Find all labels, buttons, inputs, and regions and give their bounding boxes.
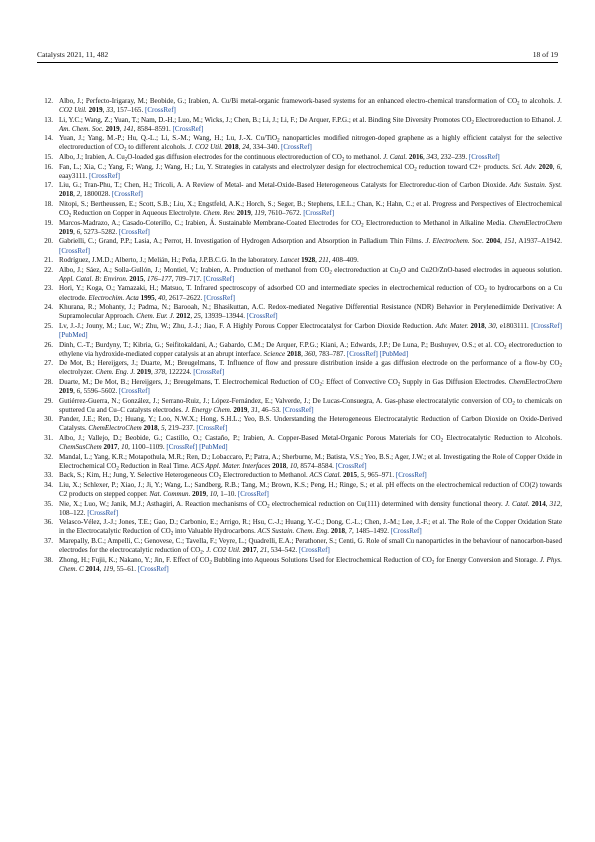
reference-number: 17.	[44, 181, 53, 190]
crossref-link[interactable]: [CrossRef]	[303, 209, 335, 218]
reference-item	[37, 163, 562, 181]
reference-item	[37, 500, 562, 518]
reference-text: Liu, X.; Schlexer, P.; Xiao, J.; Ji, Y.; Wang, L.; Sandberg, R.B.; Tang, M.; Brown, K.S.; Peng, H.; Ringe, S.; et al. pH effects on the electrochemical reduction of CO(2) towards C2 products on stepped copper. Nat. Commun. 2019, 10, 1–10. [CrossRef]	[59, 480, 562, 499]
crossref-link[interactable]: [CrossRef]	[172, 124, 204, 133]
reference-item	[37, 341, 562, 359]
reference-item	[37, 378, 562, 396]
crossref-link[interactable]: [CrossRef]	[531, 321, 562, 330]
reference-number: 15.	[44, 153, 53, 162]
crossref-link[interactable]: [CrossRef]	[280, 143, 312, 152]
reference-number: 32.	[44, 452, 53, 461]
reference-number: 13.	[44, 115, 53, 124]
reference-number: 22.	[44, 265, 53, 274]
crossref-link[interactable]: [CrossRef]	[282, 405, 314, 414]
reference-item	[37, 134, 562, 152]
crossref-link[interactable]: [CrossRef]	[166, 443, 198, 452]
reference-text: Velasco-Vélez, J.-J.; Jones, T.E.; Gao, D.; Carbonio, E.; Arrigo, R.; Hsu, C.-J.; Huang, Y.-C.; Dong, C.-L.; Chen, J.-M.; Lee, J.-F.; et al. The Role of the Copper Oxidation State in the Electrocatalytic Reduction of $CO_2$ into Valuable Hydrocarbons. ACS Sustain. Chem. Eng. 2018, 7, 1485–1492. [CrossRef]	[59, 518, 562, 537]
reference-item	[37, 284, 562, 302]
crossref-link[interactable]: [CrossRef]	[395, 471, 427, 480]
reference-text: Hori, Y.; Koga, O.; Yamazaki, H.; Matsuo, T. Infrared spectroscopy of adsorbed CO and intermediate species in electrochemical reduction of $CO_2$ to hydrocarbons on a Cu electrode. Electrochim. Acta 1995, 40, 2617–2622. [CrossRef]	[59, 284, 562, 302]
reference-item	[37, 322, 562, 340]
reference-item	[37, 453, 562, 471]
reference-number: 28.	[44, 377, 53, 386]
reference-text: Marepally, B.C.; Ampelli, C.; Genovese, C.; Tavella, F.; Veyre, L.; Quadrelli, E.A.; Perathoner, S.; Centi, G. Role of small Cu nanoparticles in the behaviour of nanocarbon-based electrodes for the electrocatalytic reduction of $CO_2$. J. CO2 Util. 2017, 21, 534–542. [CrossRef]	[59, 537, 562, 556]
reference-item	[37, 303, 562, 321]
crossref-link[interactable]: [CrossRef]	[468, 153, 500, 162]
reference-item	[37, 359, 562, 377]
reference-text: Zhong, H.; Fujii, K.; Nakano, Y.; Jin, F. Effect of $CO_2$ Bubbling into Aqueous Solutions Used for Electrochemical Reduction of $CO_2$ for Energy Conversion and Storage. J. Phys. Chem. C 2014, 119, 55–61. [CrossRef]	[59, 555, 562, 573]
pubmed-link[interactable]: [PubMed]	[379, 349, 409, 358]
crossref-link[interactable]: [CrossRef]	[335, 461, 367, 470]
crossref-link[interactable]: [CrossRef]	[237, 490, 269, 499]
reference-number: 33.	[44, 471, 53, 480]
reference-number: 30.	[44, 415, 53, 424]
reference-text: De Mot, B.; Hereijgers, J.; Duarte, M.; Breugelmans, T. Influence of flow and pressure distribution inside a gas diffusion electrode on the performance of a flow-by $CO_2$ electrolyzer. Chem. Eng. J. 2019, 378, 122224. [CrossRef]	[59, 359, 562, 377]
journal-citation: Catalysts 2021, 11, 482	[37, 50, 109, 59]
reference-text: Khurana, R.; Mohanty, J.; Padma, N.; Barooah, N.; Bhasikuttan, A.C. Redox-mediated Negative Differential Resistance (NDR) Behavior in Perylenediimide Derivative: A Supramolecular Approach. Chem. Eur. J. 2012, 25, 13939–13944. [CrossRef]	[59, 303, 562, 321]
crossref-link[interactable]: [CrossRef]	[204, 293, 235, 302]
crossref-link[interactable]: [CrossRef]	[193, 368, 225, 377]
crossref-link[interactable]: [CrossRef]	[246, 312, 278, 321]
reference-text: Rodríguez, J.M.D.; Alberto, J.; Melián, H.; Peña, J.P.B.C.G. In the laboratory. Lancet 1928, 211, 408–409.	[59, 256, 359, 265]
reference-item	[37, 266, 562, 284]
crossref-link[interactable]: [CrossRef]	[137, 564, 169, 573]
reference-number: 26.	[44, 340, 53, 349]
reference-text: Gabrielli, C.; Grand, P.P.; Lasia, A.; Perrot, H. Investigation of Hydrogen Adsorption and Absorption in Palladium Thin Films. J. Electrochem. Soc. 2004, 151, A1937–A1942. [CrossRef]	[59, 237, 562, 255]
reference-item	[37, 537, 562, 555]
reference-number: 29.	[44, 396, 53, 405]
reference-text: Duarte, M.; De Mot, B.; Hereijgers, J.; Breugelmans, T. Electrochemical Reduction of $CO_2$: Effect of Convective $CO_2$ Supply in Gas Diffusion Electrodes. ChemElectroChem 2019, 6, 5596–5602. [CrossRef]	[59, 377, 562, 395]
pubmed-link[interactable]: [PubMed]	[199, 443, 228, 452]
reference-number: 35.	[44, 499, 53, 508]
reference-item	[37, 256, 562, 265]
reference-item	[37, 481, 562, 499]
crossref-link[interactable]: [CrossRef]	[144, 106, 176, 115]
page-header	[37, 50, 558, 63]
crossref-link[interactable]: [CrossRef]	[118, 227, 150, 236]
crossref-link[interactable]: [CrossRef]	[111, 190, 143, 199]
reference-item	[37, 471, 562, 480]
reference-number: 14.	[44, 134, 53, 143]
crossref-link[interactable]: [CrossRef]	[196, 424, 228, 433]
reference-text: Li, Y.C.; Wang, Z.; Yuan, T.; Nam, D.-H.; Luo, M.; Wicks, J.; Chen, B.; Li, J.; Li, F.; De Arquer, F.P.G.; et al. Binding Site Diversity Promotes $CO_2$ Electroreduction to Ethanol. J. Am. Chem. Soc. 2019, 141, 8584–8591. [CrossRef]	[59, 115, 562, 133]
crossref-link[interactable]: [CrossRef]	[59, 246, 90, 255]
reference-number: 21.	[44, 256, 53, 265]
reference-list	[37, 97, 562, 574]
reference-number: 19.	[44, 218, 53, 227]
reference-item	[37, 518, 562, 536]
reference-text: Yuan, J.; Yang, M.-P.; Hu, Q.-L.; Li, S.-M.; Wang, H.; Lu, J.-X. Cu/TiO$_2$ nanoparticles modified nitrogen-doped graphene as a highly efficient catalyst for the selective electroreduction of $CO_2$ to different alcohols. J. CO2 Util. 2018, 24, 334–340. [CrossRef]	[59, 134, 562, 153]
reference-item	[37, 415, 562, 433]
reference-text: Albo, J.; Irabien, A. $Cu_2O$-loaded gas diffusion electrodes for the continuous electroreduction of $CO_2$ to methanol. J. Catal. 2016, 343, 232–239. [CrossRef]	[59, 153, 500, 163]
reference-number: 18.	[44, 200, 53, 209]
reference-text: Albo, J.; Sáez, A.; Solla-Gullón, J.; Montiel, V.; Irabien, A. Production of methanol from $CO_2$ electroreduction at $Cu_2O$ and Cu2O/ZnO-based electrodes in aqueous solution. Appl. Catal. B: Environ. 2015, 176–177, 709–717. [CrossRef]	[59, 265, 562, 283]
reference-text: Mandal, L.; Yang, K.R.; Motapothula, M.R.; Ren, D.; Lobaccaro, P.; Patra, A.; Sherburne, M.; Batista, V.S.; Yeo, B.S.; Ager, J.W.; et al. Investigating the Role of Copper Oxide in Electrochemical $CO_2$ Reduction in Real Time. ACS Appl. Mater. Interfaces 2018, 10, 8574–8584. [CrossRef]	[59, 452, 562, 471]
reference-item	[37, 181, 562, 199]
reference-text: Back, S.; Kim, H.; Jung, Y. Selective Heterogeneous $CO_2$ Electroreduction to Methanol. ACS Catal. 2015, 5, 965–971. [CrossRef]	[59, 471, 427, 481]
reference-number: 20.	[44, 237, 53, 246]
reference-item	[37, 237, 562, 255]
crossref-link[interactable]: [CrossRef]	[87, 508, 119, 517]
crossref-link[interactable]: [CrossRef]	[390, 527, 422, 536]
reference-number: 34.	[44, 480, 53, 489]
reference-number: 31.	[44, 433, 53, 442]
reference-text: Nitopi, S.; Bertheussen, E.; Scott, S.B.; Liu, X.; Engstfeld, A.K.; Horch, S.; Seger, B.; Stephens, I.E.L.; Chan, K.; Hahn, C.; et al. Progress and Perspectives of Electrochemical $CO_2$ Reduction on Copper in Aqueous Electrolyte. Chem. Rev. 2019, 119, 7610–7672. [CrossRef]	[59, 200, 562, 219]
reference-item	[37, 97, 562, 115]
reference-number: 27.	[44, 359, 53, 368]
reference-number: 38.	[44, 555, 53, 564]
reference-text: Pander, J.E.; Ren, D.; Huang, Y.; Loo, N.W.X.; Hong, S.H.L.; Yeo, B.S. Understanding the Heterogeneous Electrocatalytic Reduction of Carbon Dioxide on Oxide-Derived Catalysts. ChemElectroChem 2018, 5, 219–237. [CrossRef]	[59, 415, 562, 433]
reference-item	[37, 434, 562, 452]
reference-number: 37.	[44, 537, 53, 546]
reference-text: Marcos-Madrazo, A.; Casado-Coterillo, C.; Irabien, Á. Sustainable Membrane-Coated Electrodes for $CO_2$ Electroreduction to Methanol in Alkaline Media. ChemElectroChem 2019, 6, 5273–5282. [CrossRef]	[59, 218, 562, 236]
reference-item	[37, 116, 562, 134]
crossref-link[interactable]: [CrossRef]	[118, 386, 150, 395]
reference-item	[37, 200, 562, 218]
crossref-link[interactable]: [CrossRef]	[203, 274, 235, 283]
crossref-link[interactable]: [CrossRef]	[298, 546, 330, 555]
page-number: 18 of 19	[532, 50, 558, 59]
reference-text: Albo, J.; Vallejo, D.; Beobide, G.; Castillo, O.; Castaño, P.; Irabien, A. Copper-Based Metal-Organic Porous Materials for $CO_2$ Electrocatalytic Reduction to Alcohols. ChemSusChem 2017, 10, 1100–1109. [CrossRef] [PubMed]	[59, 433, 562, 452]
reference-text: Fan, L.; Xia, C.; Yang, F.; Wang, J.; Wang, H.; Lu, Y. Strategies in catalysts and electrolyzer design for electrochemical $CO_2$ reduction toward C2+ products. Sci. Adv. 2020, 6, eaay3111. [CrossRef]	[59, 162, 562, 180]
crossref-link[interactable]: [CrossRef]	[346, 349, 378, 358]
reference-text: Nie, X.; Luo, W.; Janik, M.J.; Asthagiri, A. Reaction mechanisms of $CO_2$ electrochemical reduction on Cu(111) determined with density functional theory. J. Catal. 2014, 312, 108–122. [CrossRef]	[59, 499, 562, 517]
reference-text: Liu, G.; Tran-Phu, T.; Chen, H.; Tricoli, A. A Review of Metal- and Metal-Oxide-Based Heterogeneous Catalysts for Electroreduc-tion of Carbon Dioxide. Adv. Sustain. Syst. 2018, 2, 1800028. [CrossRef]	[59, 181, 562, 199]
reference-text: Gutiérrez-Guerra, N.; González, J.; Serrano-Ruiz, J.; López-Fernández, E.; Valverde, J.; De Lucas-Consuegra, A. Gas-phase electrocatalytic conversion of $CO_2$ to chemicals on sputtered Cu and Cu–C catalysts electrodes. J. Energy Chem. 2019, 31, 46–53. [CrossRef]	[59, 396, 562, 414]
crossref-link[interactable]: [CrossRef]	[89, 171, 120, 180]
reference-number: 25.	[44, 321, 53, 330]
reference-text: Albo, J.; Perfecto-Irigaray, M.; Beobide, G.; Irabien, A. Cu/Bi metal-organic framework-based systems for an enhanced electro-chemical transformation of $CO_2$ to alcohols. J. CO2 Util. 2019, 33, 157–165. [CrossRef]	[59, 97, 563, 115]
reference-text: Lv, J.-J.; Jouny, M.; Luc, W.; Zhu, W.; Zhu, J.-J.; Jiao, F. A Highly Porous Copper Electrocatalyst for Carbon Dioxide Reduction. Adv. Mater. 2018, 30, e1803111. [CrossRef] [PubMed]	[59, 321, 562, 339]
reference-item	[37, 153, 562, 162]
reference-item	[37, 556, 562, 574]
pubmed-link[interactable]: [PubMed]	[59, 330, 88, 339]
reference-number: 36.	[44, 518, 53, 527]
reference-number: 24.	[44, 303, 53, 312]
reference-text: Dinh, C.-T.; Burdyny, T.; Kibria, G.; Seifitokaldani, A.; Gabardo, C.M.; De Arquer, F.P.G.; Kiani, A.; Edwards, J.P.; De Luna, P.; Bushuyev, O.S.; et al. $CO_2$ electroreduction to ethylene via hydroxide-mediated copper catalysis at an abrupt interface. Science 2018, 360, 783–787. [CrossRef] [PubMed]	[59, 340, 562, 358]
reference-item	[37, 397, 562, 415]
reference-number: 16.	[44, 162, 53, 171]
reference-number: 12.	[44, 97, 53, 105]
reference-item	[37, 219, 562, 237]
reference-number: 23.	[44, 284, 53, 293]
